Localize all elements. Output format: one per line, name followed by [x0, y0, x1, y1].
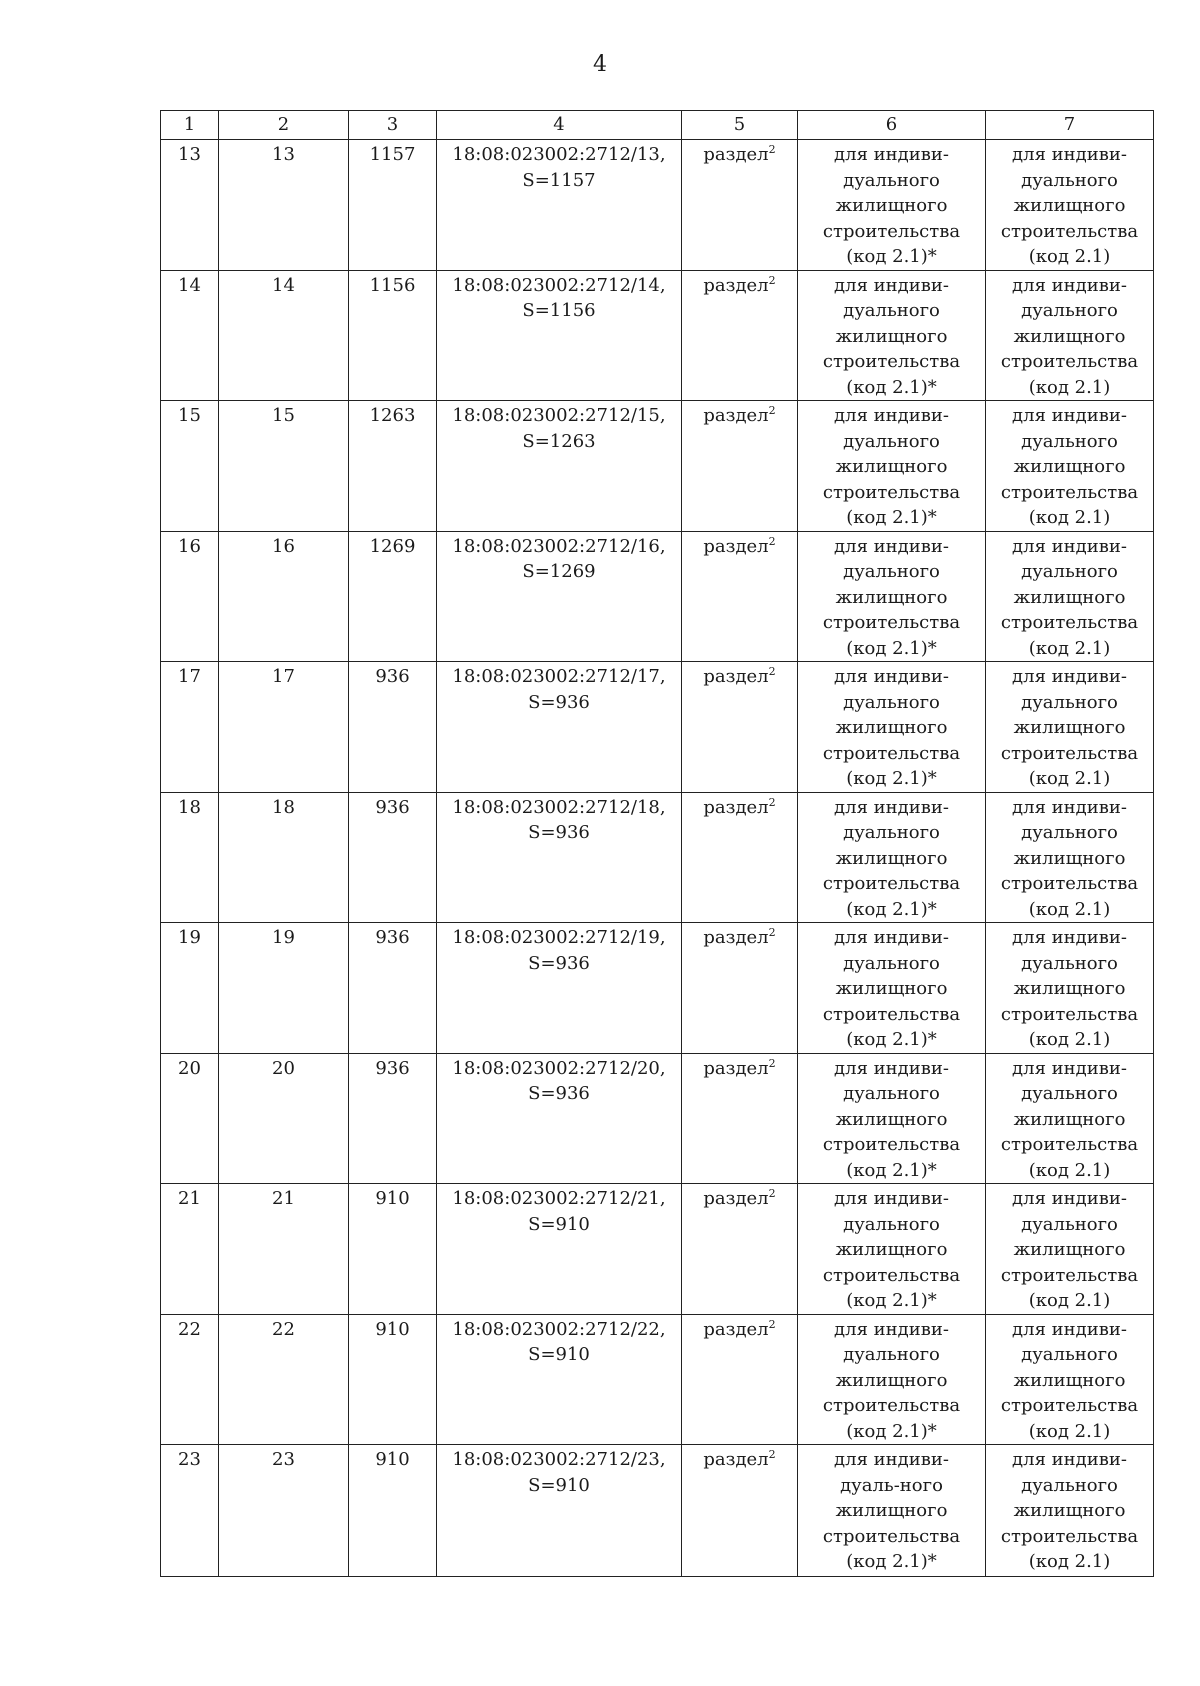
permitted-use-line: для индиви- — [834, 405, 949, 426]
permitted-use-line: (код 2.1)* — [846, 376, 937, 398]
cell-permitted-use — [798, 662, 986, 793]
cell-area: 936 — [349, 1053, 437, 1184]
permitted-use-alt-line: строительства — [1000, 351, 1139, 372]
permitted-use-line: для индиви- — [834, 796, 949, 818]
table-row — [161, 662, 1154, 793]
permitted-use-line: дуального — [843, 300, 940, 321]
cell-plot-number: 19 — [219, 923, 349, 1054]
permitted-use-line: строительства — [822, 1525, 961, 1547]
permitted-use-alt-line: (код 2.1) — [1028, 1159, 1111, 1181]
page-number: 4 — [593, 52, 607, 77]
permitted-use-line: строительства — [822, 1003, 961, 1025]
header-row — [161, 111, 1154, 140]
permitted-use-line: (код 2.1)* — [846, 246, 937, 267]
formation-type-text: раздел — [703, 274, 769, 296]
cell-plot-number: 20 — [219, 1053, 349, 1184]
cell-formation-type — [682, 531, 798, 662]
permitted-use-line: для индиви- — [834, 1188, 949, 1209]
cell-permitted-use — [798, 140, 986, 271]
permitted-use-alt-line: (код 2.1) — [1028, 768, 1111, 789]
header-col-5: 5 — [682, 111, 798, 140]
permitted-use-alt-line: (код 2.1) — [1028, 376, 1111, 398]
cell-permitted-use — [798, 1445, 986, 1577]
permitted-use-alt-line: жилищного — [1013, 1500, 1126, 1521]
cell-permitted-use-alt — [986, 401, 1154, 532]
permitted-use-line: строительства — [822, 1395, 961, 1416]
formation-type-text: раздел — [703, 535, 769, 557]
cadastral-area: S=910 — [528, 1213, 590, 1235]
header-col-7: 7 — [986, 111, 1154, 140]
cadastral-area: S=936 — [528, 822, 590, 843]
formation-type-footnote: 2 — [768, 1317, 776, 1331]
formation-type-text: раздел — [703, 1318, 769, 1340]
table-body — [161, 140, 1154, 1577]
permitted-use-line: дуального — [843, 1213, 940, 1235]
permitted-use-line: дуального — [843, 169, 940, 191]
cell-formation-type — [682, 270, 798, 401]
formation-type-footnote: 2 — [768, 665, 776, 678]
formation-type-footnote: 2 — [768, 795, 776, 809]
formation-type-text: раздел — [703, 1057, 769, 1079]
permitted-use-alt-line: жилищного — [1013, 1108, 1126, 1130]
permitted-use-line: (код 2.1)* — [846, 1290, 937, 1311]
cell-permitted-use-alt — [986, 792, 1154, 923]
permitted-use-line: (код 2.1)* — [846, 1159, 937, 1181]
cell-permitted-use-alt — [986, 140, 1154, 271]
cell-plot-number: 22 — [219, 1314, 349, 1445]
permitted-use-alt-line: жилищного — [1013, 456, 1126, 477]
cell-area: 1157 — [349, 140, 437, 271]
permitted-use-alt-line: (код 2.1) — [1028, 898, 1111, 920]
cell-permitted-use-alt — [986, 1314, 1154, 1445]
permitted-use-line: для индиви- — [834, 666, 949, 687]
cell-cadastral — [437, 1053, 682, 1184]
table-header — [161, 111, 1154, 140]
permitted-use-alt-line: дуального — [1021, 691, 1118, 713]
permitted-use-alt-line: (код 2.1) — [1028, 637, 1111, 659]
table-row — [161, 792, 1154, 923]
permitted-use-alt-line: строительства — [1000, 1395, 1139, 1416]
permitted-use-alt-line: жилищного — [1013, 195, 1126, 216]
cell-formation-type — [682, 792, 798, 923]
cell-formation-type — [682, 1053, 798, 1184]
formation-type-footnote: 2 — [768, 1448, 776, 1461]
permitted-use-alt-line: жилищного — [1013, 847, 1126, 869]
permitted-use-line: жилищного — [835, 847, 948, 869]
permitted-use-line: жилищного — [835, 195, 948, 216]
permitted-use-line: строительства — [822, 1134, 961, 1155]
permitted-use-alt-line: для индиви- — [1012, 1188, 1127, 1209]
cell-plot-number: 21 — [219, 1184, 349, 1315]
cadastral-number: 18:08:023002:2712/18, — [452, 796, 666, 818]
permitted-use-alt-line: (код 2.1) — [1028, 1551, 1111, 1572]
permitted-use-alt-line: строительства — [1000, 1003, 1139, 1025]
cell-cadastral — [437, 401, 682, 532]
cell-permitted-use-alt — [986, 923, 1154, 1054]
cadastral-number: 18:08:023002:2712/20, — [452, 1057, 666, 1079]
data-table — [160, 110, 1154, 1577]
cell-cadastral — [437, 662, 682, 793]
permitted-use-alt-line: строительства — [1000, 873, 1139, 894]
permitted-use-line: жилищного — [835, 325, 948, 347]
permitted-use-alt-line: (код 2.1) — [1028, 1420, 1111, 1442]
formation-type-text: раздел — [703, 1449, 769, 1470]
permitted-use-alt-line: строительства — [1000, 612, 1139, 633]
formation-type-footnote: 2 — [768, 534, 776, 548]
permitted-use-line: жилищного — [835, 456, 948, 477]
permitted-use-line: для индиви- — [834, 927, 949, 948]
cell-number: 13 — [161, 140, 219, 271]
permitted-use-line: строительства — [822, 351, 961, 372]
cell-number: 20 — [161, 1053, 219, 1184]
permitted-use-alt-line: дуального — [1021, 1474, 1118, 1496]
cell-area: 936 — [349, 662, 437, 793]
formation-type-text: раздел — [703, 927, 769, 948]
cadastral-area: S=936 — [528, 691, 590, 713]
cadastral-area: S=1156 — [522, 300, 596, 321]
table-row — [161, 1053, 1154, 1184]
permitted-use-alt-line: дуального — [1021, 1083, 1118, 1104]
permitted-use-alt-line: дуального — [1021, 430, 1118, 452]
permitted-use-alt-line: для индиви- — [1012, 796, 1127, 818]
cadastral-number: 18:08:023002:2712/13, — [452, 144, 666, 165]
cell-area: 1263 — [349, 401, 437, 532]
cell-number: 23 — [161, 1445, 219, 1577]
permitted-use-alt-line: для индиви- — [1012, 405, 1127, 426]
cadastral-area: S=936 — [528, 1083, 590, 1104]
formation-type-footnote: 2 — [768, 143, 776, 156]
cell-permitted-use — [798, 1053, 986, 1184]
permitted-use-line: жилищного — [835, 1108, 948, 1130]
permitted-use-alt-line: (код 2.1) — [1028, 1029, 1111, 1050]
cell-permitted-use — [798, 531, 986, 662]
permitted-use-alt-line: строительства — [1000, 481, 1139, 503]
cell-number: 19 — [161, 923, 219, 1054]
permitted-use-line: дуального — [843, 561, 940, 582]
cell-permitted-use — [798, 401, 986, 532]
permitted-use-line: для индиви- — [834, 1449, 949, 1470]
cell-plot-number: 16 — [219, 531, 349, 662]
cell-area: 936 — [349, 923, 437, 1054]
permitted-use-line: для индиви- — [834, 274, 949, 296]
permitted-use-line: строительства — [822, 481, 961, 503]
header-col-2: 2 — [219, 111, 349, 140]
permitted-use-line: дуального — [843, 952, 940, 974]
formation-type-footnote: 2 — [768, 1187, 776, 1200]
cell-area: 936 — [349, 792, 437, 923]
cadastral-area: S=910 — [528, 1474, 590, 1496]
permitted-use-line: для индиви- — [834, 1318, 949, 1340]
permitted-use-line: дуального — [843, 1083, 940, 1104]
cell-area: 910 — [349, 1184, 437, 1315]
cadastral-number: 18:08:023002:2712/16, — [452, 535, 666, 557]
permitted-use-alt-line: для индиви- — [1012, 666, 1127, 687]
permitted-use-alt-line: строительства — [1000, 742, 1139, 764]
table-row — [161, 531, 1154, 662]
permitted-use-line: строительства — [822, 612, 961, 633]
cell-plot-number: 13 — [219, 140, 349, 271]
header-col-4: 4 — [437, 111, 682, 140]
cell-permitted-use — [798, 923, 986, 1054]
table-row — [161, 140, 1154, 271]
permitted-use-line: для индиви- — [834, 1057, 949, 1079]
header-col-6: 6 — [798, 111, 986, 140]
cell-permitted-use-alt — [986, 270, 1154, 401]
permitted-use-alt-line: для индиви- — [1012, 144, 1127, 165]
cell-formation-type — [682, 401, 798, 532]
cadastral-number: 18:08:023002:2712/17, — [452, 666, 666, 687]
cell-number: 15 — [161, 401, 219, 532]
cell-cadastral — [437, 923, 682, 1054]
permitted-use-alt-line: дуального — [1021, 1213, 1118, 1235]
cell-permitted-use-alt — [986, 1184, 1154, 1315]
cell-number: 17 — [161, 662, 219, 793]
permitted-use-alt-line: для индиви- — [1012, 1057, 1127, 1079]
cell-cadastral — [437, 792, 682, 923]
permitted-use-alt-line: (код 2.1) — [1028, 1290, 1111, 1311]
permitted-use-alt-line: для индиви- — [1012, 927, 1127, 948]
cadastral-area: S=1157 — [522, 169, 596, 191]
permitted-use-alt-line: строительства — [1000, 220, 1139, 242]
cadastral-number: 18:08:023002:2712/22, — [452, 1318, 666, 1340]
permitted-use-line: дуального — [843, 1344, 940, 1365]
permitted-use-alt-line: жилищного — [1013, 1239, 1126, 1260]
permitted-use-alt-line: дуального — [1021, 169, 1118, 191]
cell-plot-number: 17 — [219, 662, 349, 793]
cell-formation-type — [682, 923, 798, 1054]
cell-cadastral — [437, 1184, 682, 1315]
permitted-use-line: жилищного — [835, 717, 948, 738]
cell-cadastral — [437, 140, 682, 271]
table-row — [161, 270, 1154, 401]
header-col-3: 3 — [349, 111, 437, 140]
table-row — [161, 401, 1154, 532]
table-row — [161, 923, 1154, 1054]
formation-type-footnote: 2 — [768, 1056, 776, 1070]
cell-cadastral — [437, 270, 682, 401]
formation-type-text: раздел — [703, 144, 769, 165]
cell-number: 16 — [161, 531, 219, 662]
cell-plot-number: 14 — [219, 270, 349, 401]
cell-formation-type — [682, 140, 798, 271]
cell-formation-type — [682, 1314, 798, 1445]
cadastral-number: 18:08:023002:2712/19, — [452, 927, 666, 948]
cell-cadastral — [437, 531, 682, 662]
cell-permitted-use — [798, 1314, 986, 1445]
cadastral-area: S=910 — [528, 1344, 590, 1365]
permitted-use-line: дуального — [843, 822, 940, 843]
permitted-use-line: дуаль-ного — [840, 1474, 943, 1496]
permitted-use-alt-line: жилищного — [1013, 978, 1126, 999]
permitted-use-line: жилищного — [835, 1500, 948, 1521]
formation-type-text: раздел — [703, 666, 769, 687]
table-row — [161, 1184, 1154, 1315]
header-col-1: 1 — [161, 111, 219, 140]
cadastral-area: S=1263 — [522, 430, 596, 452]
permitted-use-line: (код 2.1)* — [846, 898, 937, 920]
cell-formation-type — [682, 662, 798, 793]
cell-permitted-use-alt — [986, 1053, 1154, 1184]
cell-number: 18 — [161, 792, 219, 923]
cell-area: 1156 — [349, 270, 437, 401]
cell-number: 14 — [161, 270, 219, 401]
permitted-use-line: жилищного — [835, 978, 948, 999]
formation-type-footnote: 2 — [768, 273, 776, 287]
permitted-use-line: дуального — [843, 430, 940, 452]
permitted-use-line: (код 2.1)* — [846, 1029, 937, 1050]
cell-plot-number: 15 — [219, 401, 349, 532]
cadastral-area: S=1269 — [522, 561, 596, 582]
permitted-use-alt-line: жилищного — [1013, 1369, 1126, 1391]
permitted-use-line: жилищного — [835, 1239, 948, 1260]
permitted-use-line: (код 2.1)* — [846, 507, 937, 528]
cell-cadastral — [437, 1314, 682, 1445]
permitted-use-line: строительства — [822, 742, 961, 764]
permitted-use-alt-line: жилищного — [1013, 325, 1126, 347]
permitted-use-alt-line: (код 2.1) — [1028, 507, 1111, 528]
cadastral-number: 18:08:023002:2712/21, — [452, 1188, 666, 1209]
cell-permitted-use — [798, 1184, 986, 1315]
permitted-use-line: строительства — [822, 873, 961, 894]
permitted-use-line: строительства — [822, 1264, 961, 1286]
table-row — [161, 1314, 1154, 1445]
cell-permitted-use-alt — [986, 1445, 1154, 1577]
cadastral-number: 18:08:023002:2712/15, — [452, 405, 666, 426]
permitted-use-alt-line: для индиви- — [1012, 1449, 1127, 1470]
permitted-use-line: строительства — [822, 220, 961, 242]
table-row — [161, 1445, 1154, 1577]
permitted-use-alt-line: строительства — [1000, 1134, 1139, 1155]
formation-type-text: раздел — [703, 796, 769, 818]
permitted-use-line: (код 2.1)* — [846, 1551, 937, 1572]
permitted-use-alt-line: дуального — [1021, 1344, 1118, 1365]
permitted-use-alt-line: строительства — [1000, 1264, 1139, 1286]
cadastral-area: S=936 — [528, 952, 590, 974]
permitted-use-alt-line: для индиви- — [1012, 274, 1127, 296]
cell-formation-type — [682, 1184, 798, 1315]
permitted-use-alt-line: дуального — [1021, 952, 1118, 974]
cell-cadastral — [437, 1445, 682, 1577]
permitted-use-alt-line: жилищного — [1013, 586, 1126, 608]
permitted-use-alt-line: для индиви- — [1012, 1318, 1127, 1340]
cell-permitted-use-alt — [986, 531, 1154, 662]
formation-type-text: раздел — [703, 405, 769, 426]
permitted-use-line: жилищного — [835, 586, 948, 608]
cadastral-number: 18:08:023002:2712/14, — [452, 274, 666, 296]
permitted-use-alt-line: строительства — [1000, 1525, 1139, 1547]
cell-area: 910 — [349, 1445, 437, 1577]
cell-permitted-use-alt — [986, 662, 1154, 793]
formation-type-text: раздел — [703, 1188, 769, 1209]
formation-type-footnote: 2 — [768, 926, 776, 939]
permitted-use-line: (код 2.1)* — [846, 1420, 937, 1442]
permitted-use-line: дуального — [843, 691, 940, 713]
cell-number: 22 — [161, 1314, 219, 1445]
cell-formation-type — [682, 1445, 798, 1577]
formation-type-footnote: 2 — [768, 404, 776, 417]
cell-permitted-use — [798, 270, 986, 401]
cell-number: 21 — [161, 1184, 219, 1315]
cadastral-number: 18:08:023002:2712/23, — [452, 1449, 666, 1470]
cell-area: 910 — [349, 1314, 437, 1445]
permitted-use-line: (код 2.1)* — [846, 768, 937, 789]
cell-plot-number: 18 — [219, 792, 349, 923]
cell-plot-number: 23 — [219, 1445, 349, 1577]
permitted-use-alt-line: дуального — [1021, 300, 1118, 321]
permitted-use-alt-line: жилищного — [1013, 717, 1126, 738]
permitted-use-line: для индиви- — [834, 144, 949, 165]
permitted-use-line: для индиви- — [834, 535, 949, 557]
permitted-use-alt-line: (код 2.1) — [1028, 246, 1111, 267]
permitted-use-alt-line: дуального — [1021, 822, 1118, 843]
cell-permitted-use — [798, 792, 986, 923]
cell-area: 1269 — [349, 531, 437, 662]
permitted-use-alt-line: для индиви- — [1012, 535, 1127, 557]
permitted-use-line: (код 2.1)* — [846, 637, 937, 659]
permitted-use-alt-line: дуального — [1021, 561, 1118, 582]
permitted-use-line: жилищного — [835, 1369, 948, 1391]
